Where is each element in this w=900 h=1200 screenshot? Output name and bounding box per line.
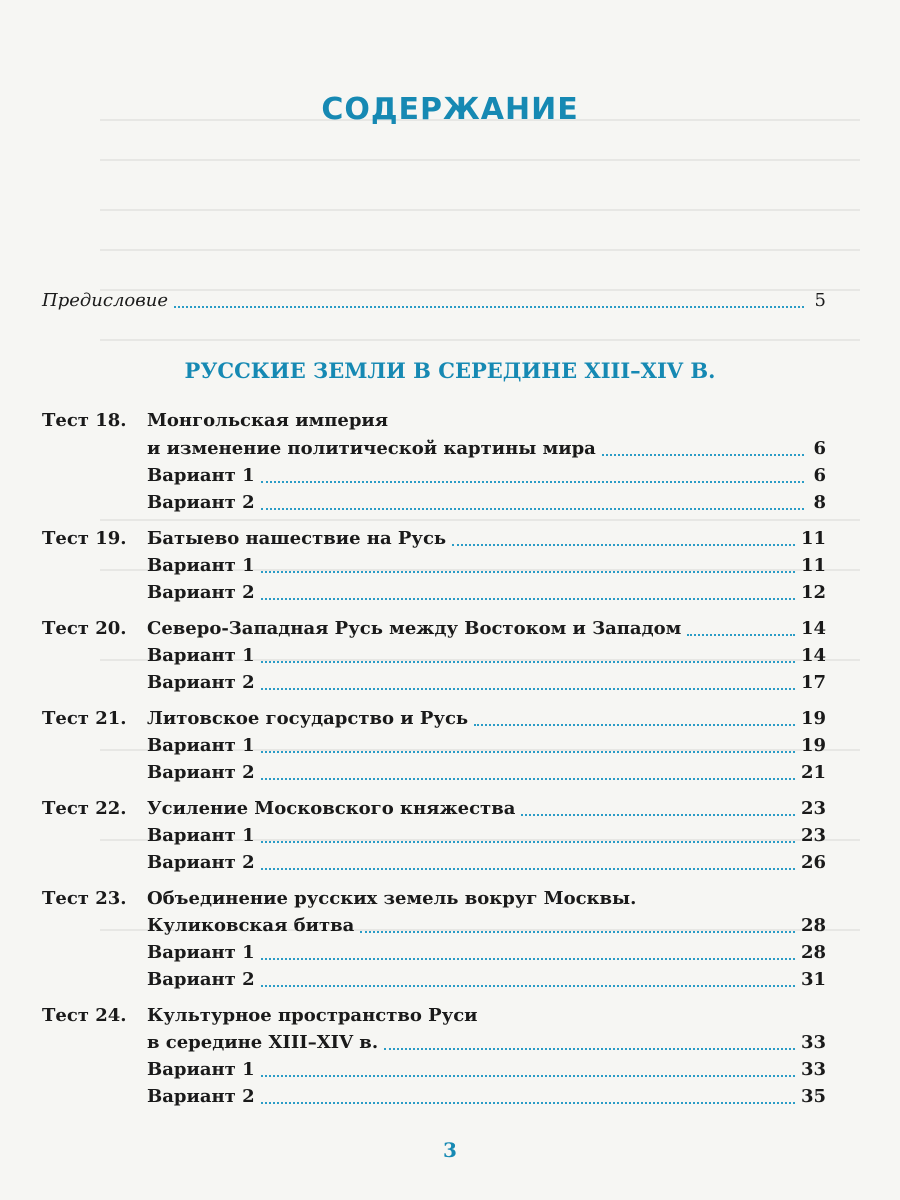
dot-leader [261, 840, 795, 843]
variant-label: Вариант 1 [147, 555, 255, 576]
toc-entry-variant[interactable] [147, 731, 826, 757]
page-ref: 19 [800, 708, 826, 729]
page-ref: 5 [814, 290, 826, 311]
toc-entry-title-line [147, 1001, 826, 1027]
page-ref: 17 [800, 672, 826, 693]
dot-leader [261, 777, 795, 780]
toc-entry-test-21[interactable] [147, 704, 826, 730]
dot-leader [261, 687, 795, 690]
test-title: Куликовская битва [147, 915, 355, 936]
preface-label: Предисловие [42, 290, 168, 311]
test-label: Тест 18. [42, 410, 127, 431]
test-label: Тест 24. [42, 1005, 127, 1026]
dot-leader [174, 305, 804, 308]
toc-entry-variant[interactable] [147, 461, 826, 487]
dot-leader [521, 813, 795, 816]
toc-entry-title-line [147, 406, 826, 432]
page-ref: 11 [800, 528, 826, 549]
page-ref: 6 [813, 465, 826, 486]
dot-leader [602, 453, 804, 456]
dot-leader [261, 1101, 795, 1104]
test-title: Монгольская империя [147, 410, 389, 431]
variant-label: Вариант 2 [147, 969, 255, 990]
test-title: Усиление Московского княжества [147, 798, 516, 819]
variant-label: Вариант 1 [147, 942, 255, 963]
toc-entry-variant[interactable] [147, 1082, 826, 1108]
dot-leader [261, 507, 804, 510]
dot-leader [261, 957, 795, 960]
toc-entry-test-23[interactable] [147, 911, 826, 937]
toc-entry-variant[interactable] [147, 1055, 826, 1081]
dot-leader [261, 597, 795, 600]
variant-label: Вариант 1 [147, 735, 255, 756]
variant-label: Вариант 2 [147, 582, 255, 603]
variant-label: Вариант 1 [147, 1059, 255, 1080]
section-title: РУССКИЕ ЗЕМЛИ В СЕРЕДИНЕ XIII–XIV В. [184, 358, 716, 383]
toc-entry-title-line [147, 884, 826, 910]
page-ref: 28 [800, 915, 826, 936]
page-ref: 23 [800, 798, 826, 819]
page-ref: 31 [800, 969, 826, 990]
variant-label: Вариант 2 [147, 762, 255, 783]
dot-leader [474, 723, 795, 726]
toc-entry-variant[interactable] [147, 758, 826, 784]
toc-entry-preface[interactable] [42, 286, 826, 312]
test-title: Литовское государство и Русь [147, 708, 469, 729]
dot-leader [261, 1074, 795, 1077]
toc-entry-test-24[interactable] [147, 1028, 826, 1054]
test-title: и изменение политической картины мира [147, 438, 596, 459]
page-ref: 14 [800, 618, 826, 639]
toc-entry-variant[interactable] [147, 848, 826, 874]
variant-label: Вариант 2 [147, 852, 255, 873]
variant-label: Вариант 1 [147, 825, 255, 846]
page-number: 3 [443, 1138, 457, 1162]
page-ref: 35 [800, 1086, 826, 1107]
test-title: Культурное пространство Руси [147, 1005, 478, 1026]
dot-leader [261, 867, 795, 870]
page-ref: 33 [800, 1059, 826, 1080]
variant-label: Вариант 2 [147, 1086, 255, 1107]
test-label: Тест 21. [42, 708, 127, 729]
page-ref: 23 [800, 825, 826, 846]
dot-leader [360, 930, 795, 933]
toc-entry-variant[interactable] [147, 821, 826, 847]
page-ref: 19 [800, 735, 826, 756]
dot-leader [452, 543, 795, 546]
toc-entry-test-19[interactable] [147, 524, 826, 550]
toc-entry-test-20[interactable] [147, 614, 826, 640]
toc-entry-variant[interactable] [147, 668, 826, 694]
test-label: Тест 22. [42, 798, 127, 819]
test-title: Объединение русских земель вокруг Москвы. [147, 888, 637, 909]
dot-leader [384, 1047, 795, 1050]
toc-entry-variant[interactable] [147, 578, 826, 604]
page-ref: 8 [813, 492, 826, 513]
page-title: СОДЕРЖАНИЕ [321, 92, 579, 127]
variant-label: Вариант 2 [147, 672, 255, 693]
test-title: в середине XIII–XIV в. [147, 1032, 379, 1053]
variant-label: Вариант 1 [147, 645, 255, 666]
toc-entry-test-22[interactable] [147, 794, 826, 820]
dot-leader [261, 660, 795, 663]
toc-entry-test-18[interactable] [147, 434, 826, 460]
page-ref: 21 [800, 762, 826, 783]
toc-entry-variant[interactable] [147, 551, 826, 577]
page-ref: 33 [800, 1032, 826, 1053]
page-ref: 14 [800, 645, 826, 666]
test-label: Тест 20. [42, 618, 127, 639]
page-ref: 11 [800, 555, 826, 576]
dot-leader [261, 480, 804, 483]
test-title: Северо-Западная Русь между Востоком и Западом [147, 618, 682, 639]
variant-label: Вариант 1 [147, 465, 255, 486]
toc-entry-variant[interactable] [147, 938, 826, 964]
page-ref: 26 [800, 852, 826, 873]
toc-entry-variant[interactable] [147, 641, 826, 667]
toc-entry-variant[interactable] [147, 488, 826, 514]
toc-entry-variant[interactable] [147, 965, 826, 991]
page-ref: 12 [800, 582, 826, 603]
page-ref: 28 [800, 942, 826, 963]
page-ref: 6 [813, 438, 826, 459]
test-title: Батыево нашествие на Русь [147, 528, 447, 549]
dot-leader [261, 570, 795, 573]
dot-leader [261, 984, 795, 987]
variant-label: Вариант 2 [147, 492, 255, 513]
test-label: Тест 19. [42, 528, 127, 549]
dot-leader [687, 633, 795, 636]
dot-leader [261, 750, 795, 753]
test-label: Тест 23. [42, 888, 127, 909]
